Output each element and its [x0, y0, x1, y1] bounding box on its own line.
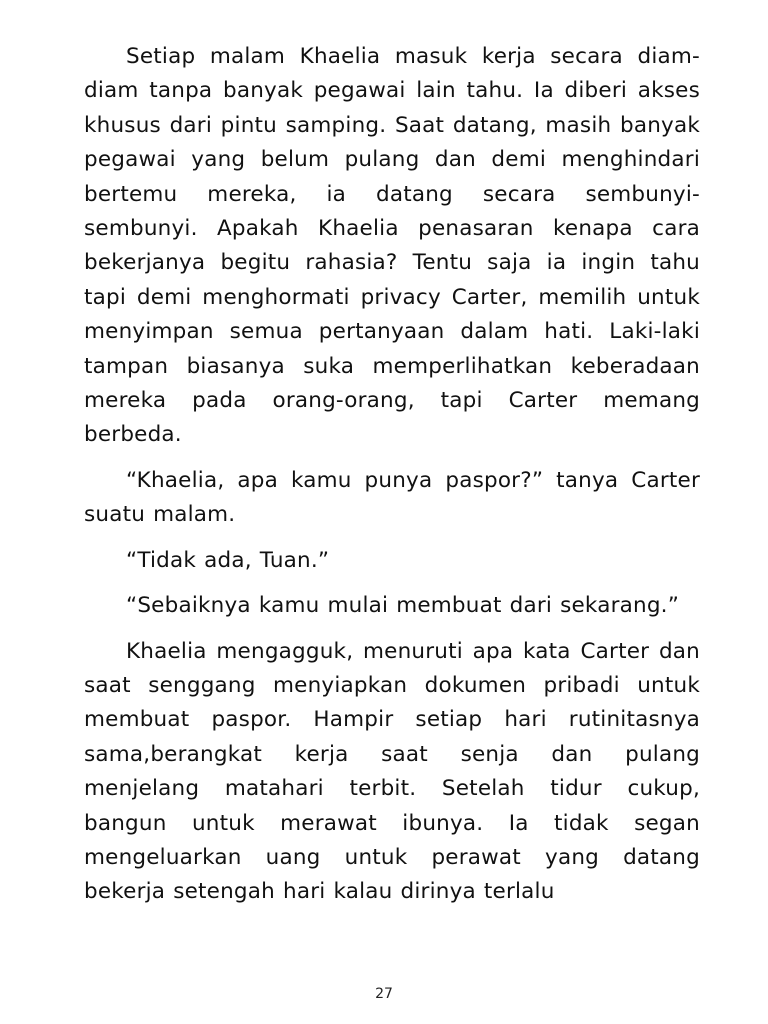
paragraph-1: Setiap malam Khaelia masuk kerja secara diam-diam tanpa banyak pegawai lain tahu. Ia diberi akses khusus dari pintu samping. Saat datang, masih banyak pegawai yang belum pulang dan demi menghindari bertemu mereka, ia datang secara sembunyi-sembunyi. Apakah Khaelia penasaran kenapa cara bekerjanya begitu rahasia? Tentu saja ia ingin tahu tapi demi menghormati privacy Carter, memilih untuk menyimpan semua pertanyaan dalam hati. Laki-laki tampan biasanya suka memperlihatkan keberadaan mereka pada orang-orang, tapi Carter memang berbeda.: [84, 44, 700, 448]
page-body: [84, 40, 700, 921]
paragraph-2: “Khaelia, apa kamu punya paspor?” tanya Carter suatu malam.: [84, 467, 700, 528]
paragraph-4: “Sebaiknya kamu mulai membuat dari sekarang.”: [126, 593, 680, 619]
page-number: 27: [375, 986, 393, 1002]
paragraph-3: “Tidak ada, Tuan.”: [126, 547, 330, 573]
paragraph-5: Khaelia mengagguk, menuruti apa kata Carter dan saat senggang menyiapkan dokumen pribadi untuk membuat paspor. Hampir setiap hari rutinitasnya sama,berangkat kerja saat senja dan pulang menjelang matahari terbit. Setelah tidur cukup, bangun untuk merawat ibunya. Ia tidak segan mengeluarkan uang untuk perawat yang datang bekerja setengah hari kalau dirinya terlalu: [84, 638, 700, 905]
